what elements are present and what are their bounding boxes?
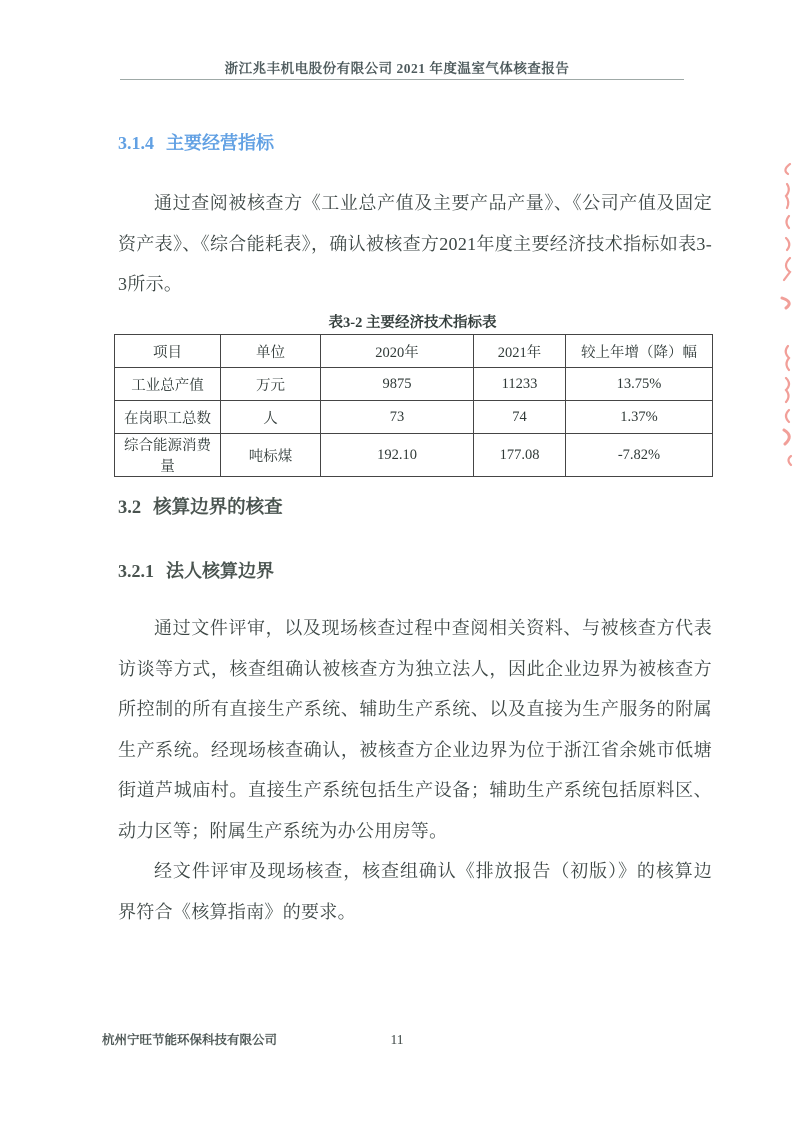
section-heading-3-2 <box>118 493 283 519</box>
cell-change: 1.37% <box>566 401 713 434</box>
cell-2021: 74 <box>474 401 566 434</box>
section-number: 3.1.4 <box>118 133 154 153</box>
table-row <box>115 368 713 401</box>
paragraph-economic-indicators: 通过查阅被核查方《工业总产值及主要产品产量》、《公司产值及固定资产表》、《综合能耗表》，确认被核查方2021年度主要经济技术指标如表3-3所示。 <box>118 193 712 294</box>
column-header-2021: 2021年 <box>474 335 566 368</box>
cell-item: 综合能源消费量 <box>115 434 221 477</box>
cell-item: 在岗职工总数 <box>115 401 221 434</box>
page-header-title: 浙江兆丰机电股份有限公司 2021 年度温室气体核查报告 <box>224 61 570 76</box>
column-header-unit: 单位 <box>221 335 321 368</box>
cell-change: -7.82% <box>566 434 713 477</box>
section-number: 3.2.1 <box>118 561 154 581</box>
column-header-2020: 2020年 <box>321 335 474 368</box>
cell-unit: 人 <box>221 401 321 434</box>
red-pen-marks-icon <box>760 150 794 470</box>
section-number: 3.2 <box>118 498 142 518</box>
table-caption: 表3-2 主要经济技术指标表 <box>328 315 497 331</box>
section-heading-3-1-4 <box>118 129 274 155</box>
column-header-item: 项目 <box>115 335 221 368</box>
economic-indicators-table <box>114 334 713 477</box>
table-row <box>115 401 713 434</box>
cell-2021: 177.08 <box>474 434 566 477</box>
cell-unit: 万元 <box>221 368 321 401</box>
table-row <box>115 434 713 477</box>
cell-2020: 73 <box>321 401 474 434</box>
cell-2020: 192.10 <box>321 434 474 477</box>
table-header-row <box>115 335 713 368</box>
section-heading-3-2-1 <box>118 557 274 583</box>
footer-company-name: 杭州宁旺节能环保科技有限公司 <box>102 1033 278 1047</box>
header-divider-line <box>120 79 684 80</box>
cell-2021: 11233 <box>474 368 566 401</box>
section-title: 法人核算边界 <box>166 561 274 581</box>
paragraph-boundary-conclusion: 经文件评审及现场核查，核查组确认《排放报告（初版）》的核算边界符合《核算指南》的要求。 <box>118 861 712 922</box>
section-title: 主要经营指标 <box>166 133 274 153</box>
column-header-change: 较上年增（降）幅 <box>566 335 713 368</box>
cell-item: 工业总产值 <box>115 368 221 401</box>
paragraph-legal-boundary: 通过文件评审，以及现场核查过程中查阅相关资料、与被核查方代表访谈等方式，核查组确认被核查方为独立法人，因此企业边界为被核查方所控制的所有直接生产系统、辅助生产系统、以及直接为生产服务的附属生产系统。经现场核查确认，被核查方企业边界为位于浙江省余姚市低塘街道芦城庙村。直接生产系统包括生产设备；辅助生产系统包括原料区、动力区等；附属生产系统为办公用房等。 <box>118 618 712 841</box>
cell-2020: 9875 <box>321 368 474 401</box>
cell-unit: 吨标煤 <box>221 434 321 477</box>
section-title: 核算边界的核查 <box>153 498 283 518</box>
page-number: 11 <box>390 1032 404 1047</box>
cell-change: 13.75% <box>566 368 713 401</box>
